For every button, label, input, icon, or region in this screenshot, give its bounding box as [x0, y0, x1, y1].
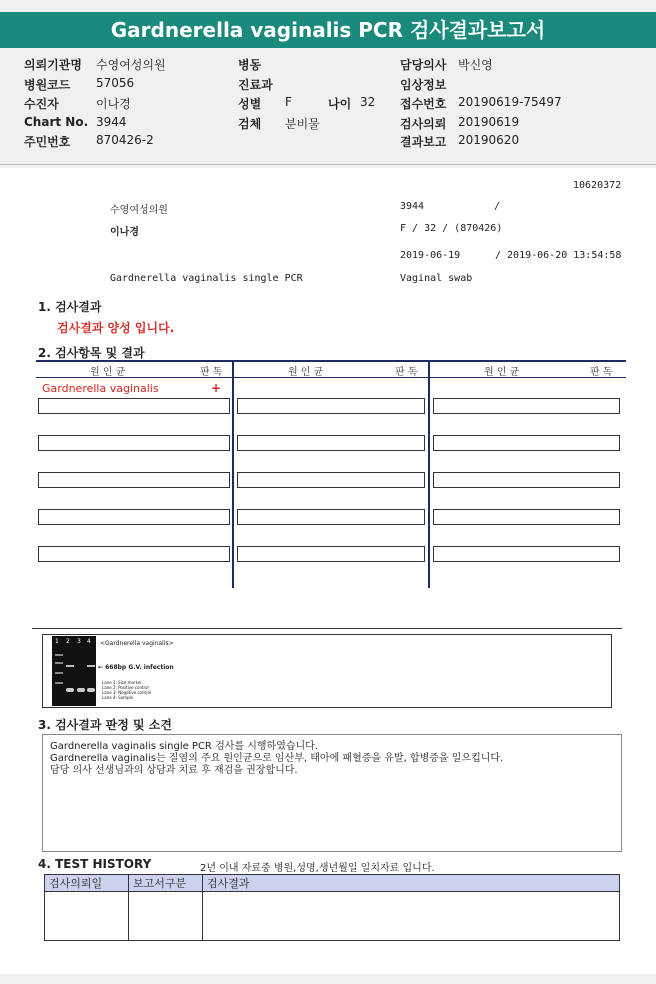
- request-date-value: 20190619: [458, 115, 520, 129]
- gel-lane-label: 1: [55, 638, 59, 645]
- gel-legend-item: Lane 3: Negative control: [102, 690, 152, 695]
- section1-title: 1. 검사결과: [38, 300, 102, 314]
- gel-legend-item: Lane 1: Size marker: [102, 680, 142, 685]
- gel-band: [77, 688, 85, 692]
- age-value: 32: [360, 95, 376, 109]
- form-chart-no: 3944: [400, 201, 425, 212]
- history-col-result: 검사결과: [203, 875, 620, 892]
- history-cell: [203, 892, 620, 941]
- specimen-value: 분비물: [285, 117, 320, 131]
- form-institution: 수영여성의원: [110, 205, 168, 216]
- report-date-value: 20190620: [458, 133, 520, 147]
- results-table-col-divider-1: [232, 360, 234, 588]
- result-cell: [237, 509, 425, 525]
- gel-legend: [102, 680, 151, 700]
- history-header-row: [45, 875, 620, 892]
- gel-band: [55, 682, 63, 684]
- col-header-judgement-2: 판 독: [395, 367, 418, 378]
- result-cell: [38, 472, 230, 488]
- history-col-request-date: 검사의뢰일: [45, 875, 129, 892]
- section3-title: 3. 검사결과 판정 및 소견: [38, 718, 172, 732]
- gel-lane-label: 2: [66, 638, 70, 645]
- gel-band: [87, 688, 95, 692]
- result-cell: [237, 472, 425, 488]
- col-header-pathogen-2: 원 인 균: [288, 367, 324, 378]
- gel-band: [66, 665, 74, 667]
- patient-value: 이나경: [96, 97, 131, 111]
- gel-lane-label: 4: [87, 638, 91, 645]
- gel-title: <Gardnerella vaginalis>: [100, 640, 174, 647]
- department-label: 진료과: [238, 78, 273, 92]
- col-header-pathogen-3: 원 인 균: [484, 367, 520, 378]
- col-header-judgement-3: 판 독: [590, 367, 613, 378]
- gel-band: [55, 654, 63, 656]
- result-cell: [433, 509, 620, 525]
- doctor-value: 박신영: [458, 58, 493, 72]
- result-judgement: +: [211, 381, 222, 395]
- history-col-report-type: 보고서구분: [129, 875, 203, 892]
- result-pathogen: Gardnerella vaginalis: [42, 382, 159, 395]
- result-cell: [237, 435, 425, 451]
- doctor-label: 담당의사: [400, 58, 447, 72]
- hospital-code-value: 57056: [96, 76, 135, 90]
- institution-label: 의뢰기관명: [24, 58, 82, 72]
- receipt-value: 20190619-75497: [458, 95, 562, 109]
- result-cell: [237, 398, 425, 414]
- finding-line: 담당 의사 선생님과의 상담과 치료 후 재검을 권장합니다.: [50, 765, 298, 776]
- form-report-datetime: / 2019-06-20 13:54:58: [495, 250, 622, 261]
- gel-band: [66, 688, 74, 692]
- finding-line: Gardnerella vaginalis는 질염의 주요 원인균으로 임산부, 태아에 패혈증을 유발, 합병증을 일으킵니다.: [50, 753, 504, 764]
- result-cell: [433, 398, 620, 414]
- specimen-label: 검체: [238, 117, 262, 131]
- sex-value: F: [285, 95, 292, 109]
- report-title: Gardnerella vaginalis PCR 검사결과보고서: [0, 12, 656, 48]
- finding-line: Gardnerella vaginalis single PCR 검사를 시행하였습니다.: [50, 741, 319, 752]
- patient-label: 수진자: [24, 97, 59, 111]
- result-cell: [38, 546, 230, 562]
- form-test-name: Gardnerella vaginalis single PCR: [110, 273, 303, 284]
- history-cell: [45, 892, 129, 941]
- gel-legend-item: Lane 2: Positive control: [102, 685, 149, 690]
- result-cell: [433, 472, 620, 488]
- history-cell: [129, 892, 203, 941]
- report-sheet: [0, 168, 656, 974]
- gel-photo: [52, 636, 96, 706]
- form-specimen: Vaginal swab: [400, 273, 473, 284]
- hospital-code-label: 병원코드: [24, 78, 71, 92]
- history-empty-row: [45, 892, 620, 941]
- result-cell: [38, 435, 230, 451]
- resident-id-value: 870426-2: [96, 133, 154, 147]
- gel-band: [55, 672, 63, 674]
- result-cell: [38, 398, 230, 414]
- resident-id-label: 주민번호: [24, 135, 71, 149]
- chart-no-label: Chart No.: [24, 115, 89, 129]
- form-receipt-date: 2019-06-19: [400, 250, 461, 261]
- gel-legend-item: Lane 4: Sample: [102, 695, 134, 700]
- gel-band: [87, 665, 95, 667]
- results-table-col-divider-2: [428, 360, 430, 588]
- gel-band: [55, 662, 63, 664]
- col-header-pathogen-1: 원 인 균: [90, 367, 126, 378]
- history-table: [44, 874, 620, 941]
- result-summary: 검사결과 양성 입니다.: [57, 321, 175, 335]
- result-cell: [433, 435, 620, 451]
- ward-label: 병동: [238, 58, 262, 72]
- clinical-info-label: 임상정보: [400, 78, 447, 92]
- results-table-top-border: [36, 360, 626, 362]
- form-sex-age: F / 32 / (870426): [400, 223, 503, 234]
- document-number: 10620372: [573, 180, 622, 191]
- result-cell: [433, 546, 620, 562]
- sex-label: 성별: [238, 97, 262, 111]
- gel-block-top-line: [32, 628, 622, 629]
- receipt-label: 접수번호: [400, 97, 447, 111]
- section4-title: 4. TEST HISTORY: [38, 857, 152, 871]
- report-date-label: 결과보고: [400, 135, 447, 149]
- gel-band-label: ← 668bp G.V. infection: [98, 664, 174, 671]
- form-patient: 이나경: [110, 227, 139, 238]
- col-header-judgement-1: 판 독: [200, 367, 223, 378]
- section2-title: 2. 검사항목 및 결과: [38, 346, 145, 360]
- history-note: 2년 이내 자료중 병원,성명,생년월일 일치자료 입니다.: [200, 863, 435, 874]
- form-slash: /: [494, 201, 501, 212]
- chart-no-value: 3944: [96, 115, 127, 129]
- result-cell: [38, 509, 230, 525]
- age-label: 나이: [328, 97, 352, 111]
- request-date-label: 검사의뢰: [400, 117, 447, 131]
- result-cell: [237, 546, 425, 562]
- institution-value: 수영여성의원: [96, 58, 166, 72]
- gel-lane-label: 3: [77, 638, 81, 645]
- header-divider: [0, 164, 656, 165]
